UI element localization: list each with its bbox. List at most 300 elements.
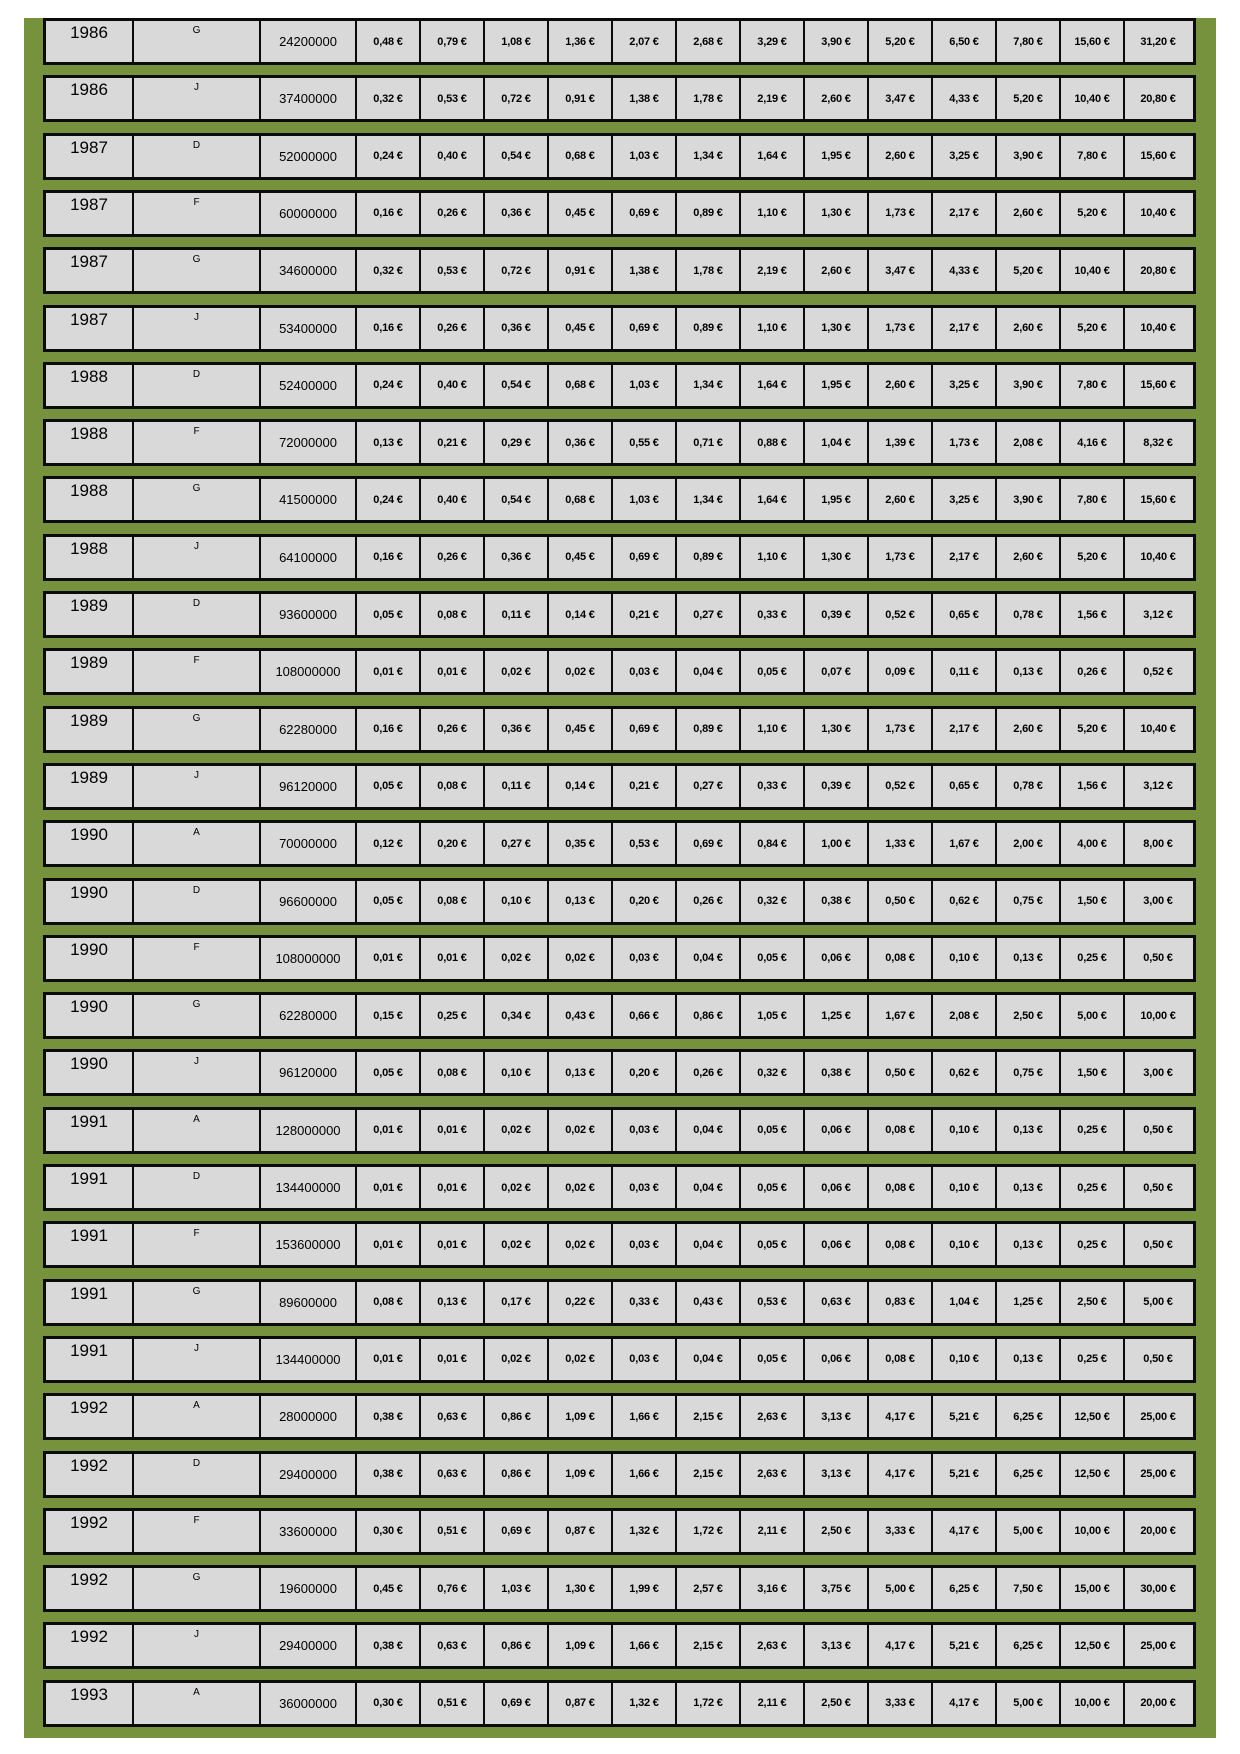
price-cell[interactable]: 0,13 € bbox=[355, 422, 419, 463]
price-cell[interactable]: 3,33 € bbox=[867, 1683, 931, 1724]
price-cell[interactable]: 0,50 € bbox=[1123, 1224, 1191, 1265]
price-cell[interactable]: 2,17 € bbox=[931, 308, 995, 349]
price-cell[interactable]: 0,26 € bbox=[675, 1052, 739, 1093]
year-cell[interactable]: 1991 bbox=[70, 1340, 108, 1360]
quantity-cell[interactable]: 128000000 bbox=[259, 1110, 355, 1151]
price-cell[interactable]: 0,75 € bbox=[995, 881, 1059, 922]
price-cell[interactable]: 0,88 € bbox=[739, 422, 803, 463]
price-cell[interactable]: 1,03 € bbox=[611, 365, 675, 406]
price-cell[interactable]: 1,66 € bbox=[611, 1396, 675, 1437]
price-cell[interactable]: 2,60 € bbox=[867, 136, 931, 177]
price-cell[interactable]: 0,39 € bbox=[803, 594, 867, 635]
price-cell[interactable]: 0,03 € bbox=[611, 1110, 675, 1151]
price-cell[interactable]: 5,20 € bbox=[1059, 537, 1123, 578]
price-cell[interactable]: 0,03 € bbox=[611, 1224, 675, 1265]
price-cell[interactable]: 1,95 € bbox=[803, 136, 867, 177]
price-cell[interactable]: 0,27 € bbox=[675, 594, 739, 635]
code-cell[interactable]: J bbox=[132, 1339, 259, 1380]
price-cell[interactable]: 0,01 € bbox=[419, 1339, 483, 1380]
price-cell[interactable]: 0,15 € bbox=[355, 995, 419, 1036]
price-cell[interactable]: 3,25 € bbox=[931, 365, 995, 406]
price-cell[interactable]: 0,05 € bbox=[355, 881, 419, 922]
code-cell[interactable]: D bbox=[132, 136, 259, 177]
price-cell[interactable]: 0,11 € bbox=[931, 651, 995, 692]
year-cell[interactable]: 1992 bbox=[70, 1627, 108, 1647]
price-cell[interactable]: 1,03 € bbox=[611, 479, 675, 520]
price-cell[interactable]: 1,38 € bbox=[611, 250, 675, 291]
price-cell[interactable]: 2,60 € bbox=[995, 709, 1059, 750]
price-cell[interactable]: 10,40 € bbox=[1059, 250, 1123, 291]
price-cell[interactable]: 2,11 € bbox=[739, 1511, 803, 1552]
price-cell[interactable]: 10,00 € bbox=[1059, 1683, 1123, 1724]
price-cell[interactable]: 0,68 € bbox=[547, 365, 611, 406]
code-cell[interactable]: G bbox=[132, 21, 259, 62]
price-cell[interactable]: 2,68 € bbox=[675, 21, 739, 62]
price-cell[interactable]: 3,00 € bbox=[1123, 881, 1191, 922]
price-cell[interactable]: 0,36 € bbox=[483, 193, 547, 234]
price-cell[interactable]: 1,30 € bbox=[803, 537, 867, 578]
price-cell[interactable]: 0,26 € bbox=[1059, 651, 1123, 692]
year-cell[interactable]: 1991 bbox=[70, 1283, 108, 1303]
price-cell[interactable]: 7,80 € bbox=[1059, 365, 1123, 406]
quantity-cell[interactable]: 34600000 bbox=[259, 250, 355, 291]
price-cell[interactable]: 1,34 € bbox=[675, 479, 739, 520]
price-cell[interactable]: 1,72 € bbox=[675, 1683, 739, 1724]
price-cell[interactable]: 0,17 € bbox=[483, 1282, 547, 1323]
price-cell[interactable]: 0,14 € bbox=[547, 594, 611, 635]
price-cell[interactable]: 25,00 € bbox=[1123, 1396, 1191, 1437]
price-cell[interactable]: 20,00 € bbox=[1123, 1683, 1191, 1724]
year-cell[interactable]: 1989 bbox=[70, 710, 108, 730]
code-cell[interactable]: G bbox=[132, 995, 259, 1036]
price-cell[interactable]: 15,00 € bbox=[1059, 1568, 1123, 1609]
price-cell[interactable]: 10,40 € bbox=[1123, 193, 1191, 234]
price-cell[interactable]: 1,08 € bbox=[483, 21, 547, 62]
price-cell[interactable]: 0,69 € bbox=[611, 308, 675, 349]
price-cell[interactable]: 0,08 € bbox=[419, 881, 483, 922]
price-cell[interactable]: 0,86 € bbox=[675, 995, 739, 1036]
price-cell[interactable]: 7,80 € bbox=[995, 21, 1059, 62]
price-cell[interactable]: 0,30 € bbox=[355, 1511, 419, 1552]
price-cell[interactable]: 0,13 € bbox=[995, 1339, 1059, 1380]
price-cell[interactable]: 0,02 € bbox=[483, 1339, 547, 1380]
year-cell[interactable]: 1990 bbox=[70, 1054, 108, 1074]
price-cell[interactable]: 0,08 € bbox=[867, 938, 931, 979]
price-cell[interactable]: 2,19 € bbox=[739, 250, 803, 291]
price-cell[interactable]: 0,13 € bbox=[419, 1282, 483, 1323]
price-cell[interactable]: 1,67 € bbox=[867, 995, 931, 1036]
price-cell[interactable]: 0,54 € bbox=[483, 365, 547, 406]
price-cell[interactable]: 0,53 € bbox=[419, 250, 483, 291]
price-cell[interactable]: 20,00 € bbox=[1123, 1511, 1191, 1552]
price-cell[interactable]: 0,69 € bbox=[611, 193, 675, 234]
price-cell[interactable]: 0,25 € bbox=[1059, 938, 1123, 979]
price-cell[interactable]: 0,02 € bbox=[483, 938, 547, 979]
price-cell[interactable]: 0,01 € bbox=[419, 1224, 483, 1265]
price-cell[interactable]: 0,16 € bbox=[355, 537, 419, 578]
quantity-cell[interactable]: 53400000 bbox=[259, 308, 355, 349]
price-cell[interactable]: 2,15 € bbox=[675, 1625, 739, 1666]
price-cell[interactable]: 0,87 € bbox=[547, 1683, 611, 1724]
price-cell[interactable]: 0,83 € bbox=[867, 1282, 931, 1323]
price-cell[interactable]: 6,25 € bbox=[931, 1568, 995, 1609]
price-cell[interactable]: 0,04 € bbox=[675, 1339, 739, 1380]
price-cell[interactable]: 0,26 € bbox=[675, 881, 739, 922]
price-cell[interactable]: 10,40 € bbox=[1059, 78, 1123, 119]
price-cell[interactable]: 3,25 € bbox=[931, 479, 995, 520]
price-cell[interactable]: 1,32 € bbox=[611, 1683, 675, 1724]
price-cell[interactable]: 0,03 € bbox=[611, 938, 675, 979]
price-cell[interactable]: 0,62 € bbox=[931, 1052, 995, 1093]
quantity-cell[interactable]: 93600000 bbox=[259, 594, 355, 635]
price-cell[interactable]: 1,25 € bbox=[995, 1282, 1059, 1323]
price-cell[interactable]: 0,03 € bbox=[611, 1339, 675, 1380]
price-cell[interactable]: 0,05 € bbox=[739, 651, 803, 692]
price-cell[interactable]: 0,53 € bbox=[611, 823, 675, 864]
price-cell[interactable]: 5,21 € bbox=[931, 1454, 995, 1495]
code-cell[interactable]: F bbox=[132, 422, 259, 463]
price-cell[interactable]: 0,11 € bbox=[483, 766, 547, 807]
quantity-cell[interactable]: 89600000 bbox=[259, 1282, 355, 1323]
price-cell[interactable]: 0,76 € bbox=[419, 1568, 483, 1609]
price-cell[interactable]: 4,17 € bbox=[931, 1511, 995, 1552]
price-cell[interactable]: 0,36 € bbox=[483, 709, 547, 750]
price-cell[interactable]: 4,17 € bbox=[867, 1625, 931, 1666]
price-cell[interactable]: 0,09 € bbox=[867, 651, 931, 692]
price-cell[interactable]: 1,73 € bbox=[931, 422, 995, 463]
price-cell[interactable]: 1,30 € bbox=[547, 1568, 611, 1609]
price-cell[interactable]: 0,36 € bbox=[483, 308, 547, 349]
quantity-cell[interactable]: 134400000 bbox=[259, 1339, 355, 1380]
price-cell[interactable]: 1,10 € bbox=[739, 709, 803, 750]
price-cell[interactable]: 2,15 € bbox=[675, 1454, 739, 1495]
price-cell[interactable]: 2,17 € bbox=[931, 537, 995, 578]
price-cell[interactable]: 2,17 € bbox=[931, 709, 995, 750]
price-cell[interactable]: 5,00 € bbox=[995, 1683, 1059, 1724]
price-cell[interactable]: 2,60 € bbox=[803, 78, 867, 119]
price-cell[interactable]: 2,00 € bbox=[995, 823, 1059, 864]
price-cell[interactable]: 0,01 € bbox=[355, 1224, 419, 1265]
price-cell[interactable]: 0,38 € bbox=[355, 1625, 419, 1666]
price-cell[interactable]: 0,43 € bbox=[547, 995, 611, 1036]
price-cell[interactable]: 0,10 € bbox=[931, 1110, 995, 1151]
price-cell[interactable]: 3,12 € bbox=[1123, 594, 1191, 635]
price-cell[interactable]: 2,50 € bbox=[995, 995, 1059, 1036]
price-cell[interactable]: 0,32 € bbox=[739, 881, 803, 922]
price-cell[interactable]: 0,87 € bbox=[547, 1511, 611, 1552]
quantity-cell[interactable]: 96600000 bbox=[259, 881, 355, 922]
year-cell[interactable]: 1988 bbox=[70, 538, 108, 558]
price-cell[interactable]: 0,22 € bbox=[547, 1282, 611, 1323]
price-cell[interactable]: 0,50 € bbox=[1123, 1167, 1191, 1208]
price-cell[interactable]: 2,57 € bbox=[675, 1568, 739, 1609]
price-cell[interactable]: 0,20 € bbox=[611, 881, 675, 922]
price-cell[interactable]: 1,09 € bbox=[547, 1396, 611, 1437]
code-cell[interactable]: D bbox=[132, 1167, 259, 1208]
price-cell[interactable]: 30,00 € bbox=[1123, 1568, 1191, 1609]
price-cell[interactable]: 0,55 € bbox=[611, 422, 675, 463]
price-cell[interactable]: 1,10 € bbox=[739, 537, 803, 578]
price-cell[interactable]: 3,16 € bbox=[739, 1568, 803, 1609]
price-cell[interactable]: 0,13 € bbox=[995, 1167, 1059, 1208]
price-cell[interactable]: 2,07 € bbox=[611, 21, 675, 62]
price-cell[interactable]: 1,50 € bbox=[1059, 1052, 1123, 1093]
price-cell[interactable]: 1,99 € bbox=[611, 1568, 675, 1609]
price-cell[interactable]: 0,40 € bbox=[419, 136, 483, 177]
price-cell[interactable]: 7,50 € bbox=[995, 1568, 1059, 1609]
price-cell[interactable]: 0,38 € bbox=[355, 1454, 419, 1495]
price-cell[interactable]: 0,01 € bbox=[419, 1167, 483, 1208]
year-cell[interactable]: 1991 bbox=[70, 1111, 108, 1131]
price-cell[interactable]: 2,60 € bbox=[995, 308, 1059, 349]
price-cell[interactable]: 0,08 € bbox=[867, 1339, 931, 1380]
price-cell[interactable]: 25,00 € bbox=[1123, 1625, 1191, 1666]
code-cell[interactable]: J bbox=[132, 1625, 259, 1666]
code-cell[interactable]: J bbox=[132, 1052, 259, 1093]
price-cell[interactable]: 3,13 € bbox=[803, 1454, 867, 1495]
price-cell[interactable]: 0,51 € bbox=[419, 1683, 483, 1724]
price-cell[interactable]: 10,40 € bbox=[1123, 308, 1191, 349]
price-cell[interactable]: 0,27 € bbox=[675, 766, 739, 807]
price-cell[interactable]: 1,64 € bbox=[739, 365, 803, 406]
price-cell[interactable]: 0,30 € bbox=[355, 1683, 419, 1724]
price-cell[interactable]: 0,38 € bbox=[803, 1052, 867, 1093]
price-cell[interactable]: 4,17 € bbox=[867, 1396, 931, 1437]
price-cell[interactable]: 0,01 € bbox=[419, 938, 483, 979]
price-cell[interactable]: 3,25 € bbox=[931, 136, 995, 177]
price-cell[interactable]: 0,63 € bbox=[419, 1454, 483, 1495]
code-cell[interactable]: A bbox=[132, 1396, 259, 1437]
price-cell[interactable]: 0,69 € bbox=[611, 709, 675, 750]
year-cell[interactable]: 1990 bbox=[70, 997, 108, 1017]
price-cell[interactable]: 3,47 € bbox=[867, 250, 931, 291]
quantity-cell[interactable]: 64100000 bbox=[259, 537, 355, 578]
price-cell[interactable]: 0,01 € bbox=[355, 1167, 419, 1208]
quantity-cell[interactable]: 24200000 bbox=[259, 21, 355, 62]
quantity-cell[interactable]: 96120000 bbox=[259, 1052, 355, 1093]
price-cell[interactable]: 0,02 € bbox=[547, 1110, 611, 1151]
year-cell[interactable]: 1986 bbox=[70, 23, 108, 42]
price-cell[interactable]: 3,33 € bbox=[867, 1511, 931, 1552]
price-cell[interactable]: 5,20 € bbox=[995, 250, 1059, 291]
price-cell[interactable]: 0,03 € bbox=[611, 1167, 675, 1208]
code-cell[interactable]: D bbox=[132, 881, 259, 922]
year-cell[interactable]: 1992 bbox=[70, 1512, 108, 1532]
price-cell[interactable]: 0,07 € bbox=[803, 651, 867, 692]
price-cell[interactable]: 1,78 € bbox=[675, 250, 739, 291]
quantity-cell[interactable]: 29400000 bbox=[259, 1625, 355, 1666]
price-cell[interactable]: 3,13 € bbox=[803, 1625, 867, 1666]
price-cell[interactable]: 0,33 € bbox=[739, 766, 803, 807]
price-cell[interactable]: 0,08 € bbox=[867, 1167, 931, 1208]
quantity-cell[interactable]: 52000000 bbox=[259, 136, 355, 177]
price-cell[interactable]: 0,91 € bbox=[547, 250, 611, 291]
price-cell[interactable]: 0,05 € bbox=[739, 938, 803, 979]
price-cell[interactable]: 1,73 € bbox=[867, 537, 931, 578]
price-cell[interactable]: 25,00 € bbox=[1123, 1454, 1191, 1495]
price-cell[interactable]: 0,02 € bbox=[547, 938, 611, 979]
price-cell[interactable]: 0,50 € bbox=[867, 1052, 931, 1093]
price-cell[interactable]: 0,26 € bbox=[419, 308, 483, 349]
code-cell[interactable]: F bbox=[132, 193, 259, 234]
quantity-cell[interactable]: 19600000 bbox=[259, 1568, 355, 1609]
price-cell[interactable]: 0,48 € bbox=[355, 21, 419, 62]
quantity-cell[interactable]: 52400000 bbox=[259, 365, 355, 406]
price-cell[interactable]: 0,25 € bbox=[1059, 1110, 1123, 1151]
price-cell[interactable]: 6,25 € bbox=[995, 1396, 1059, 1437]
price-cell[interactable]: 0,08 € bbox=[867, 1224, 931, 1265]
price-cell[interactable]: 1,39 € bbox=[867, 422, 931, 463]
price-cell[interactable]: 0,26 € bbox=[419, 709, 483, 750]
price-cell[interactable]: 2,50 € bbox=[803, 1511, 867, 1552]
price-cell[interactable]: 1,04 € bbox=[931, 1282, 995, 1323]
price-cell[interactable]: 20,80 € bbox=[1123, 78, 1191, 119]
year-cell[interactable]: 1990 bbox=[70, 882, 108, 902]
price-cell[interactable]: 0,20 € bbox=[611, 1052, 675, 1093]
price-cell[interactable]: 2,08 € bbox=[995, 422, 1059, 463]
price-cell[interactable]: 0,68 € bbox=[547, 136, 611, 177]
price-cell[interactable]: 0,75 € bbox=[995, 1052, 1059, 1093]
price-cell[interactable]: 0,38 € bbox=[355, 1396, 419, 1437]
price-cell[interactable]: 0,43 € bbox=[675, 1282, 739, 1323]
price-cell[interactable]: 0,04 € bbox=[675, 1224, 739, 1265]
price-cell[interactable]: 6,25 € bbox=[995, 1454, 1059, 1495]
price-cell[interactable]: 0,26 € bbox=[419, 193, 483, 234]
quantity-cell[interactable]: 28000000 bbox=[259, 1396, 355, 1437]
quantity-cell[interactable]: 70000000 bbox=[259, 823, 355, 864]
price-cell[interactable]: 12,50 € bbox=[1059, 1396, 1123, 1437]
price-cell[interactable]: 1,66 € bbox=[611, 1454, 675, 1495]
price-cell[interactable]: 3,12 € bbox=[1123, 766, 1191, 807]
price-cell[interactable]: 1,30 € bbox=[803, 193, 867, 234]
price-cell[interactable]: 0,86 € bbox=[483, 1625, 547, 1666]
price-cell[interactable]: 1,36 € bbox=[547, 21, 611, 62]
price-cell[interactable]: 1,73 € bbox=[867, 193, 931, 234]
price-cell[interactable]: 0,01 € bbox=[355, 938, 419, 979]
code-cell[interactable]: G bbox=[132, 250, 259, 291]
price-cell[interactable]: 0,68 € bbox=[547, 479, 611, 520]
quantity-cell[interactable]: 134400000 bbox=[259, 1167, 355, 1208]
price-cell[interactable]: 1,30 € bbox=[803, 308, 867, 349]
year-cell[interactable]: 1991 bbox=[70, 1226, 108, 1246]
code-cell[interactable]: G bbox=[132, 1282, 259, 1323]
price-cell[interactable]: 0,02 € bbox=[547, 651, 611, 692]
price-cell[interactable]: 1,04 € bbox=[803, 422, 867, 463]
price-cell[interactable]: 0,25 € bbox=[419, 995, 483, 1036]
price-cell[interactable]: 0,10 € bbox=[483, 1052, 547, 1093]
year-cell[interactable]: 1992 bbox=[70, 1455, 108, 1475]
code-cell[interactable]: G bbox=[132, 1568, 259, 1609]
price-cell[interactable]: 0,50 € bbox=[867, 881, 931, 922]
price-cell[interactable]: 0,45 € bbox=[547, 537, 611, 578]
code-cell[interactable]: F bbox=[132, 651, 259, 692]
price-cell[interactable]: 7,80 € bbox=[1059, 479, 1123, 520]
price-cell[interactable]: 0,63 € bbox=[419, 1396, 483, 1437]
price-cell[interactable]: 0,78 € bbox=[995, 594, 1059, 635]
code-cell[interactable]: F bbox=[132, 1224, 259, 1265]
price-cell[interactable]: 15,60 € bbox=[1123, 479, 1191, 520]
price-cell[interactable]: 0,10 € bbox=[931, 1224, 995, 1265]
price-cell[interactable]: 0,86 € bbox=[483, 1396, 547, 1437]
year-cell[interactable]: 1989 bbox=[70, 767, 108, 787]
price-cell[interactable]: 0,13 € bbox=[995, 1110, 1059, 1151]
price-cell[interactable]: 3,90 € bbox=[803, 21, 867, 62]
quantity-cell[interactable]: 33600000 bbox=[259, 1511, 355, 1552]
price-cell[interactable]: 0,32 € bbox=[739, 1052, 803, 1093]
price-cell[interactable]: 4,33 € bbox=[931, 78, 995, 119]
price-cell[interactable]: 2,60 € bbox=[995, 193, 1059, 234]
price-cell[interactable]: 12,50 € bbox=[1059, 1625, 1123, 1666]
price-cell[interactable]: 0,63 € bbox=[803, 1282, 867, 1323]
price-cell[interactable]: 0,01 € bbox=[419, 651, 483, 692]
price-cell[interactable]: 1,00 € bbox=[803, 823, 867, 864]
price-cell[interactable]: 5,21 € bbox=[931, 1396, 995, 1437]
price-cell[interactable]: 0,20 € bbox=[419, 823, 483, 864]
price-cell[interactable]: 0,05 € bbox=[355, 766, 419, 807]
price-cell[interactable]: 0,50 € bbox=[1123, 1339, 1191, 1380]
code-cell[interactable]: A bbox=[132, 1683, 259, 1724]
year-cell[interactable]: 1987 bbox=[70, 137, 108, 157]
price-cell[interactable]: 0,54 € bbox=[483, 479, 547, 520]
price-cell[interactable]: 0,08 € bbox=[355, 1282, 419, 1323]
price-cell[interactable]: 0,08 € bbox=[867, 1110, 931, 1151]
price-cell[interactable]: 0,10 € bbox=[931, 1339, 995, 1380]
price-cell[interactable]: 1,95 € bbox=[803, 479, 867, 520]
price-cell[interactable]: 0,02 € bbox=[483, 1167, 547, 1208]
price-cell[interactable]: 0,45 € bbox=[355, 1568, 419, 1609]
price-cell[interactable]: 0,10 € bbox=[931, 938, 995, 979]
price-cell[interactable]: 0,10 € bbox=[931, 1167, 995, 1208]
price-cell[interactable]: 2,19 € bbox=[739, 78, 803, 119]
year-cell[interactable]: 1988 bbox=[70, 424, 108, 444]
price-cell[interactable]: 0,16 € bbox=[355, 193, 419, 234]
price-cell[interactable]: 0,05 € bbox=[739, 1339, 803, 1380]
year-cell[interactable]: 1987 bbox=[70, 194, 108, 214]
price-cell[interactable]: 3,90 € bbox=[995, 136, 1059, 177]
price-cell[interactable]: 0,01 € bbox=[355, 1110, 419, 1151]
price-cell[interactable]: 0,02 € bbox=[483, 651, 547, 692]
year-cell[interactable]: 1987 bbox=[70, 309, 108, 329]
price-cell[interactable]: 0,51 € bbox=[419, 1511, 483, 1552]
price-cell[interactable]: 4,00 € bbox=[1059, 823, 1123, 864]
price-cell[interactable]: 15,60 € bbox=[1059, 21, 1123, 62]
price-cell[interactable]: 20,80 € bbox=[1123, 250, 1191, 291]
price-cell[interactable]: 0,05 € bbox=[355, 594, 419, 635]
price-cell[interactable]: 0,36 € bbox=[483, 537, 547, 578]
price-cell[interactable]: 1,66 € bbox=[611, 1625, 675, 1666]
price-cell[interactable]: 3,00 € bbox=[1123, 1052, 1191, 1093]
price-cell[interactable]: 12,50 € bbox=[1059, 1454, 1123, 1495]
price-cell[interactable]: 0,50 € bbox=[1123, 938, 1191, 979]
price-cell[interactable]: 0,86 € bbox=[483, 1454, 547, 1495]
price-cell[interactable]: 1,67 € bbox=[931, 823, 995, 864]
price-cell[interactable]: 2,08 € bbox=[931, 995, 995, 1036]
price-cell[interactable]: 0,06 € bbox=[803, 1339, 867, 1380]
price-cell[interactable]: 5,20 € bbox=[1059, 193, 1123, 234]
price-cell[interactable]: 0,11 € bbox=[483, 594, 547, 635]
price-cell[interactable]: 1,09 € bbox=[547, 1625, 611, 1666]
price-cell[interactable]: 7,80 € bbox=[1059, 136, 1123, 177]
price-cell[interactable]: 1,78 € bbox=[675, 78, 739, 119]
price-cell[interactable]: 0,04 € bbox=[675, 1110, 739, 1151]
price-cell[interactable]: 0,54 € bbox=[483, 136, 547, 177]
price-cell[interactable]: 1,34 € bbox=[675, 136, 739, 177]
price-cell[interactable]: 1,72 € bbox=[675, 1511, 739, 1552]
price-cell[interactable]: 0,13 € bbox=[547, 881, 611, 922]
price-cell[interactable]: 1,64 € bbox=[739, 136, 803, 177]
price-cell[interactable]: 0,33 € bbox=[739, 594, 803, 635]
year-cell[interactable]: 1993 bbox=[70, 1684, 108, 1704]
